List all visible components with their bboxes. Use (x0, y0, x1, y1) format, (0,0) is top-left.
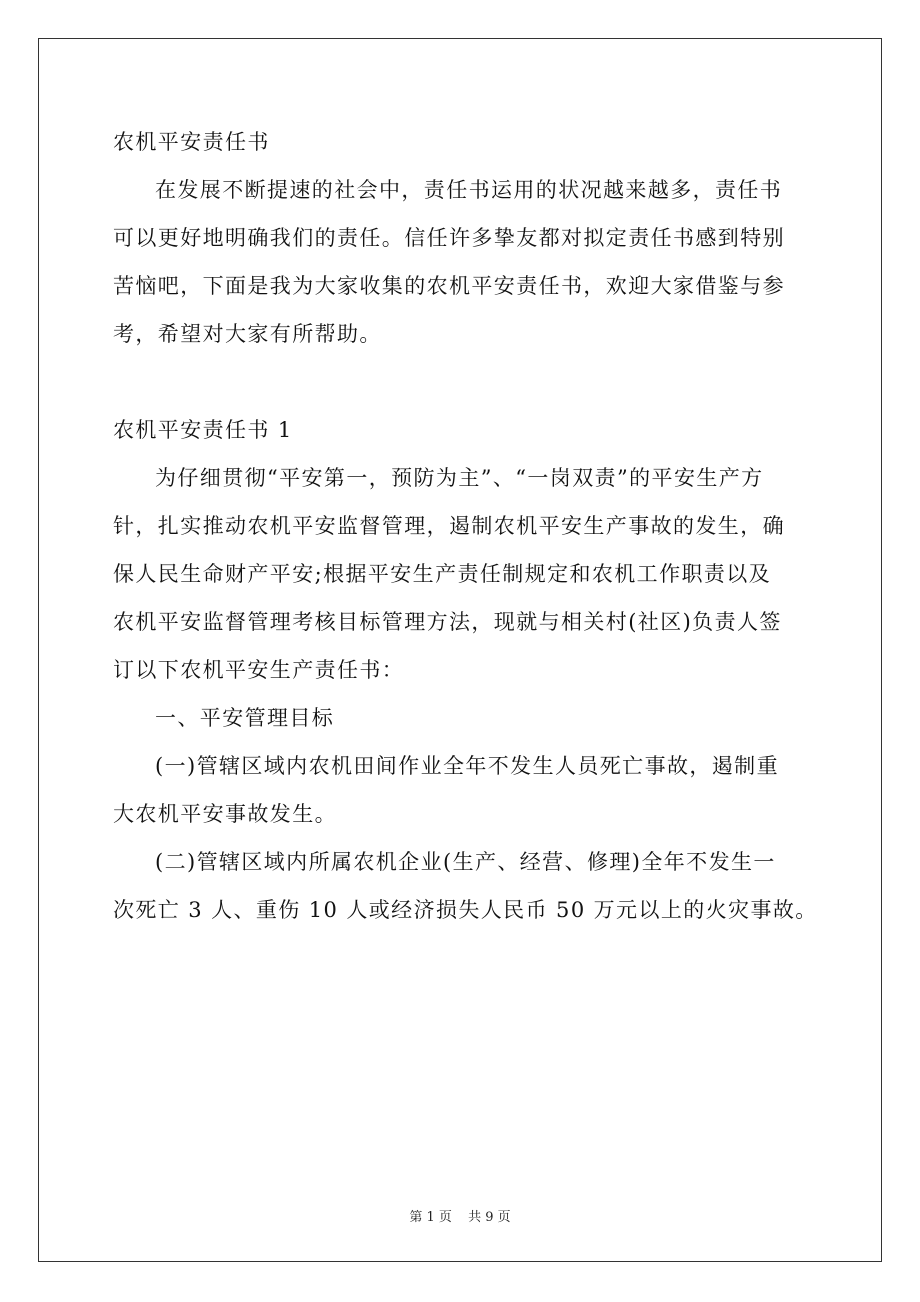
document-title: 农机平安责任书 (113, 130, 270, 154)
section-line: 订以下农机平安生产责任书： (113, 658, 405, 682)
page-total: 共 9 页 (468, 1210, 511, 1225)
blank-spacer (113, 358, 808, 406)
heading-one-paragraph (113, 694, 808, 742)
intro-line: 可以更好地明确我们的责任。信任许多挚友都对拟定责任书感到特别 (113, 226, 785, 250)
page-footer (0, 1206, 920, 1225)
item-two-paragraph (113, 838, 818, 934)
intro-paragraph (113, 166, 808, 358)
document-body (113, 118, 818, 934)
intro-line: 苦恼吧，下面是我为大家收集的农机平安责任书，欢迎大家借鉴与参 (113, 274, 785, 298)
section-paragraph (113, 454, 808, 694)
section-line: 为仔细贯彻“平安第一，预防为主”、“一岗双责”的平安生产方 (155, 466, 764, 490)
item-two-line: 次死亡 3 人、重伤 10 人或经济损失人民币 50 万元以上的火灾事故。 (113, 898, 818, 922)
item-one-line: 大农机平安事故发生。 (113, 802, 337, 826)
section-line: 农机平安监督管理考核目标管理方法，现就与相关村(社区)负责人签 (113, 610, 782, 634)
intro-line: 在发展不断提速的社会中，责任书运用的状况越来越多，责任书 (155, 178, 783, 202)
item-one-line: (一)管辖区域内农机田间作业全年不发生人员死亡事故，遏制重 (155, 754, 779, 778)
heading-one: 一、平安管理目标 (155, 706, 335, 730)
intro-line: 考，希望对大家有所帮助。 (113, 322, 382, 346)
page-number: 第 1 页 (409, 1210, 452, 1225)
section-line: 针，扎实推动农机平安监督管理，遏制农机平安生产事故的发生，确 (113, 514, 785, 538)
item-two-line: (二)管辖区域内所属农机企业(生产、经营、修理)全年不发生一 (155, 850, 776, 874)
item-one-paragraph (113, 742, 808, 838)
section-title: 农机平安责任书 1 (113, 418, 293, 442)
section-line: 保人民生命财产平安;根据平安生产责任制规定和农机工作职责以及 (113, 562, 772, 586)
